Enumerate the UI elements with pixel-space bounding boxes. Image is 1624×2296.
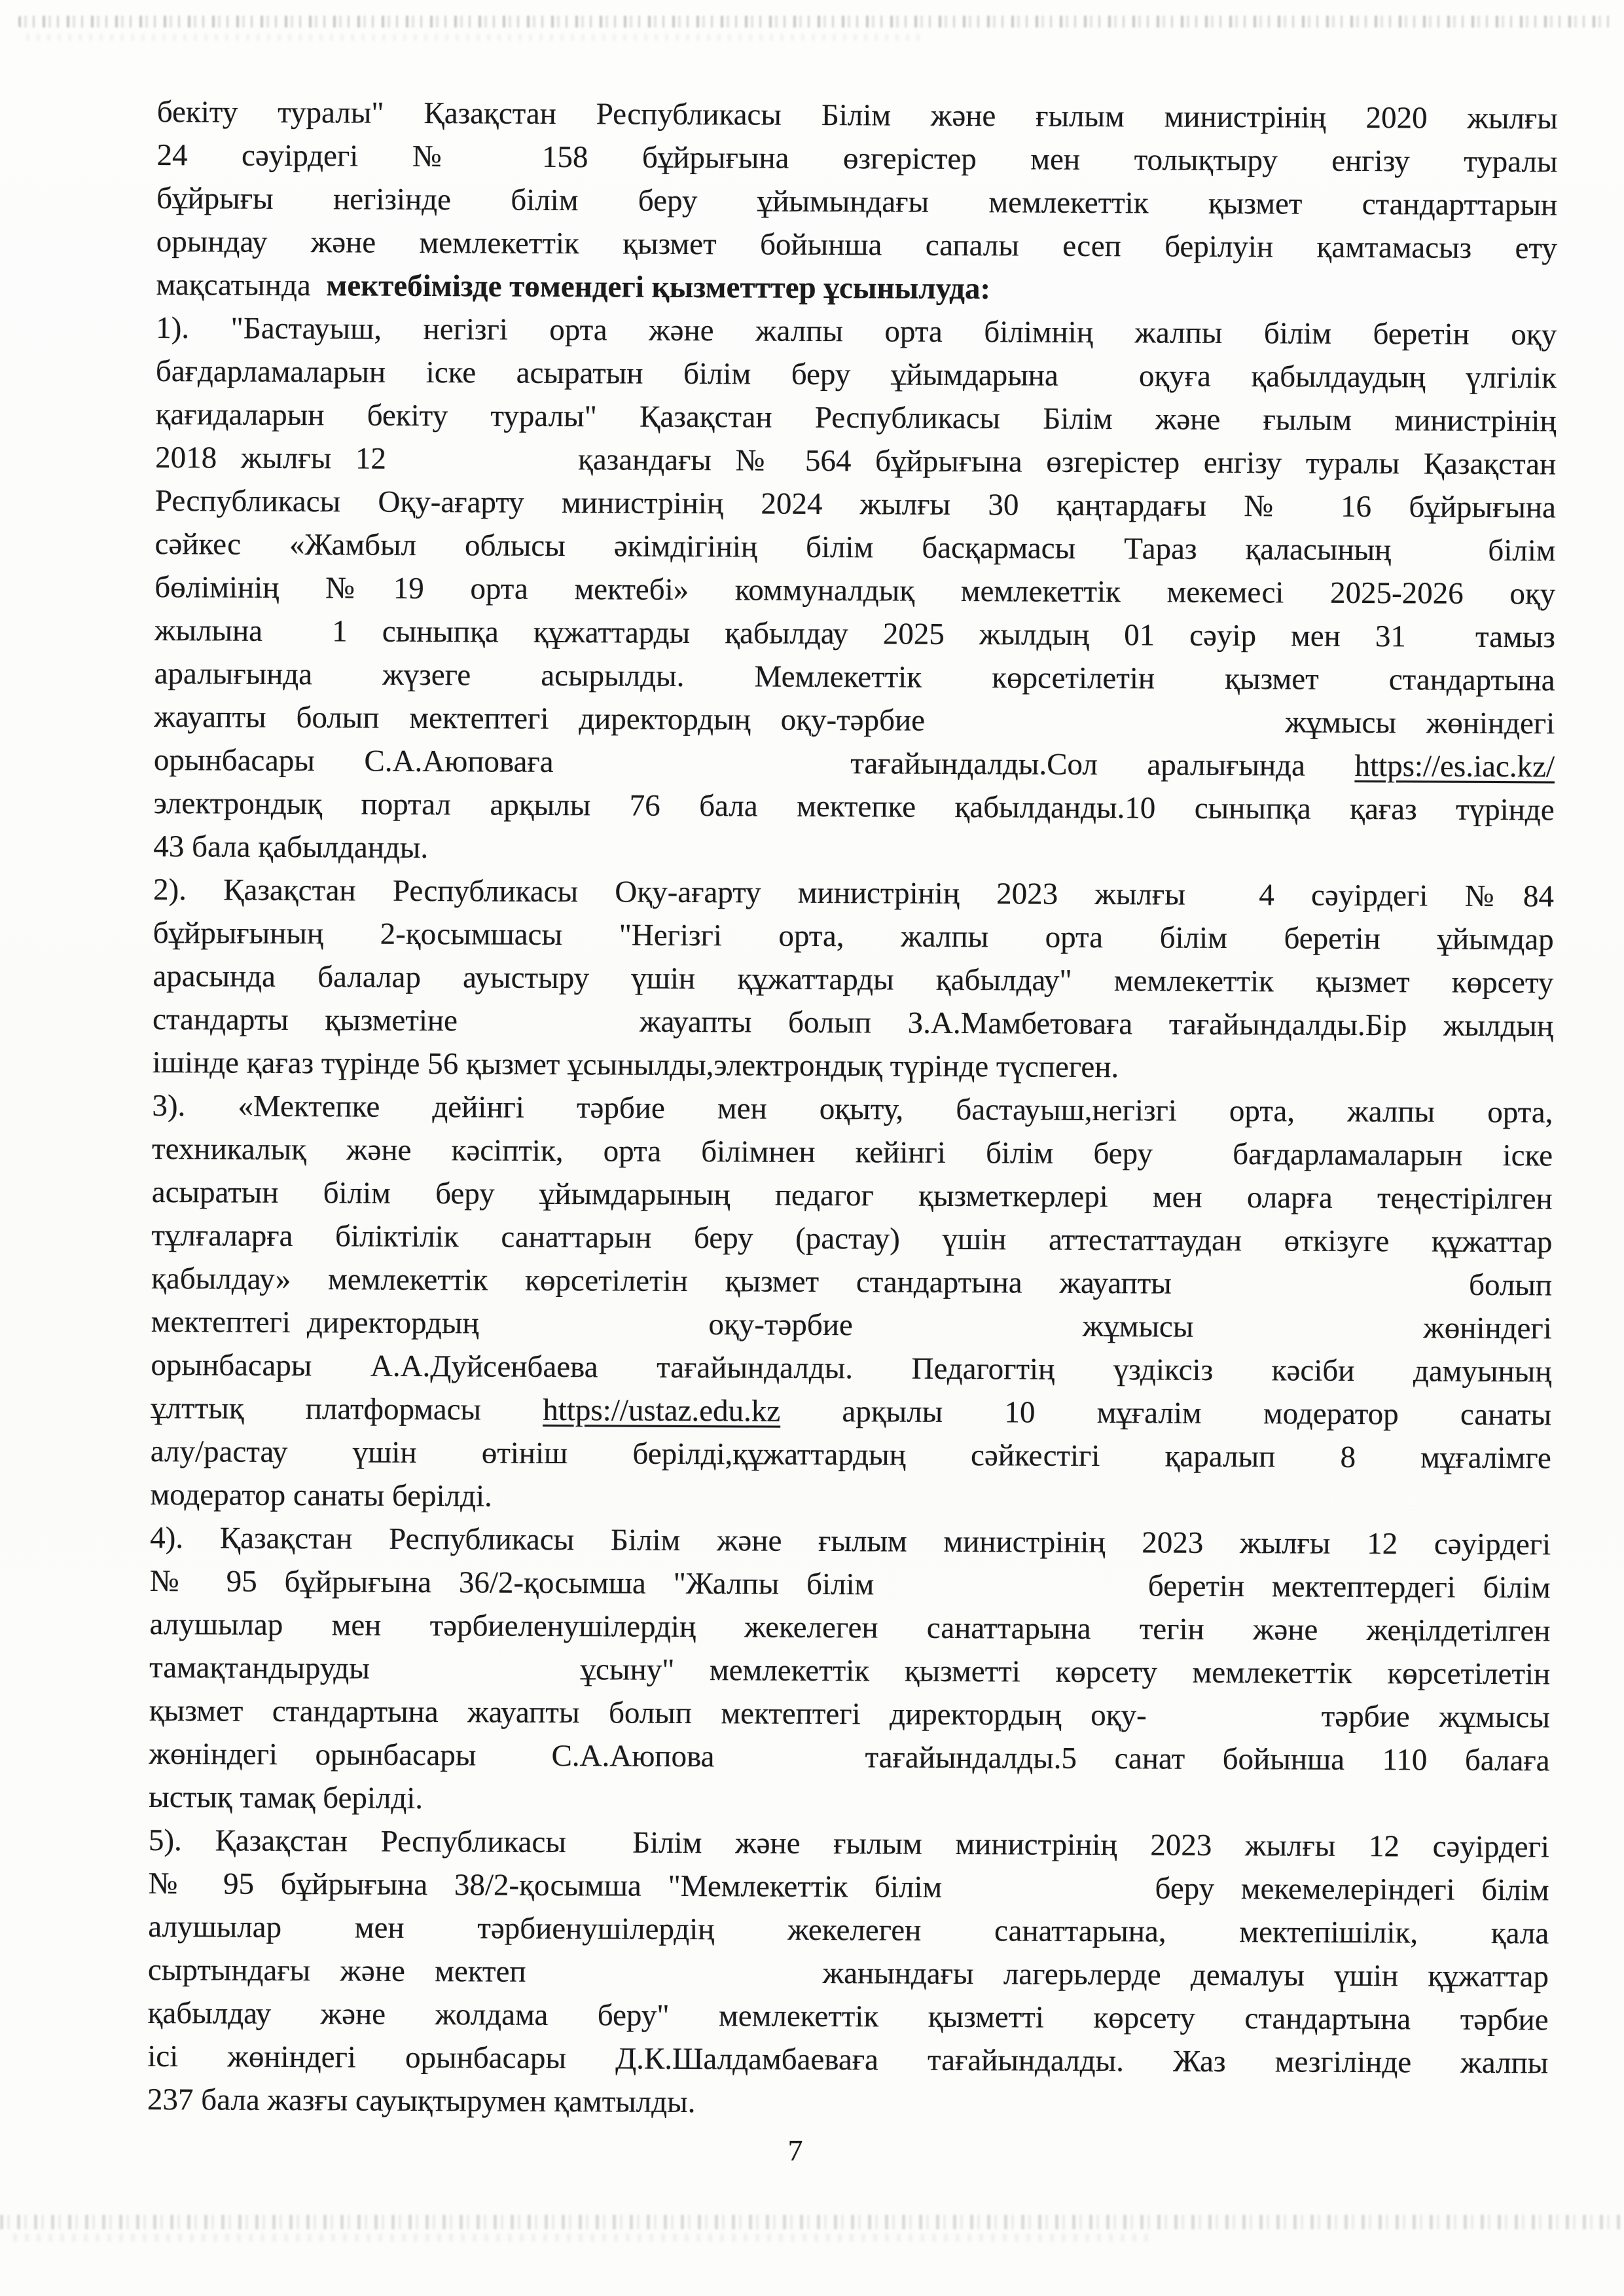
text-segment: бөлімінің №19 орта мектебі» коммуналдық мемлекеттік мекемесі 2025-2026 оқу xyxy=(154,570,1556,611)
text-segment: бекіту туралы" Қазақстан Республикасы Білім және ғылым министрінің 2020 жылғы xyxy=(156,94,1558,136)
text-line xyxy=(153,868,1554,918)
text-line xyxy=(151,1387,1551,1436)
text-line xyxy=(154,522,1555,572)
text-line xyxy=(150,1473,1551,1523)
text-segment: орынбасары С.А.Аюповаға тағайындалды.Сол аралығында xyxy=(153,742,1355,783)
text-segment: 1). "Бастауыш, негізгі орта және жалпы орта білімнің жалпы білім беретін оқу xyxy=(156,310,1557,352)
text-segment: тұлғаларға біліктілік санаттарын беру (растау) үшін аттестаттаудан өткізуге құжаттар xyxy=(151,1218,1553,1260)
text-segment: қағидаларын бекіту туралы" Қазақстан Республикасы Білім және ғылым министрінің xyxy=(155,397,1557,439)
text-segment: қабылдау және жолдама беру" мемлекеттік қызметті көрсету стандартына тәрбие xyxy=(147,1995,1549,2037)
text-segment: 2018 жылғы 12 қазандағы № 564 бұйрығына өзгерістер енгізу туралы Қазақстан xyxy=(155,440,1557,482)
text-segment: алушылар мен тәрбиенушілердің жекелеген санаттарына, мектепішілік, қала xyxy=(148,1909,1549,1951)
text-line xyxy=(148,1862,1549,1912)
text-segment: орынбасары А.А.Дуйсенбаева тағайындалды. Педагогтің үздіксіз кәсіби дамуының xyxy=(151,1347,1552,1389)
text-line xyxy=(156,306,1557,356)
text-line xyxy=(153,825,1554,875)
text-line xyxy=(149,1819,1549,1868)
text-segment: мақсатында xyxy=(156,267,327,303)
text-line xyxy=(151,1343,1551,1393)
text-line xyxy=(148,1948,1549,1998)
text-segment: арасында балалар ауыстыру үшін құжаттарды қабылдау" мемлекеттік қызмет көрсету xyxy=(153,958,1554,1000)
text-line xyxy=(153,1041,1553,1091)
text-line xyxy=(149,1689,1550,1739)
text-line xyxy=(147,1992,1548,2041)
text-line xyxy=(153,911,1554,961)
text-line xyxy=(156,350,1557,399)
text-line xyxy=(153,955,1553,1004)
text-segment: электрондық портал арқылы 76 бала мектепке қабылданды.10 сыныпқа қағаз түрінде xyxy=(153,786,1555,828)
text-segment: бұйрығы негізінде білім беру ұйымындағы мемлекеттік қызмет стандарттарын xyxy=(156,181,1558,223)
text-line xyxy=(149,1603,1550,1652)
scan-noise-band-top-secondary xyxy=(26,34,920,41)
text-segment: бағдарламаларын іске асыратын білім беру ұйымдарына оқуға қабылдаудың үлгілік xyxy=(155,354,1557,395)
text-line xyxy=(156,220,1557,270)
text-segment: арқылы 10 мұғалім модератор санаты xyxy=(780,1394,1552,1432)
text-segment: қабылдау» мемлекеттік көрсетілетін қызмет стандартына жауапты болып xyxy=(151,1261,1553,1303)
scan-noise-band-bottom-secondary xyxy=(13,2234,1150,2242)
text-line xyxy=(150,1516,1551,1566)
text-segment: 24 сәуірдегі № 158 бұйрығына өзгерістер мен толықтыру енгізу туралы xyxy=(156,137,1558,179)
page-number: 7 xyxy=(787,2134,803,2167)
text-segment: орындау және мемлекеттік қызмет бойынша сапалы есеп берілуін қамтамасыз ету xyxy=(156,224,1557,266)
text-segment: ішінде қағаз түрінде 56 қызмет ұсынылды,электрондық түрінде түспеген. xyxy=(152,1045,1119,1085)
document-text-block xyxy=(147,90,1558,2128)
text-line xyxy=(147,2035,1548,2085)
text-line xyxy=(154,609,1555,659)
text-line xyxy=(154,695,1555,745)
text-line xyxy=(149,1646,1550,1696)
text-line xyxy=(157,90,1558,140)
text-line xyxy=(155,479,1556,529)
scan-noise-band-top xyxy=(18,16,1614,27)
text-segment: алу/растау үшін өтініш берілді,құжаттардың сәйкестігі қаралып 8 мұғалімге xyxy=(150,1434,1551,1476)
text-line xyxy=(154,738,1555,788)
text-segment: жөніндегі орынбасары С.А.Аюпова тағайындалды.5 санат бойынша 110 балаға xyxy=(149,1736,1550,1778)
text-line xyxy=(152,1127,1553,1177)
text-segment: қызмет стандартына жауапты болып мектептегі директордың оқу- тәрбие жұмысы xyxy=(149,1693,1551,1735)
text-segment: 3). «Мектепке дейінгі тәрбие мен оқыту, бастауыш,негізгі орта, жалпы орта, xyxy=(152,1088,1553,1130)
text-segment: техникалық және кәсіптік, орта білімнен кейінгі білім беру бағдарламаларын іске xyxy=(151,1131,1553,1173)
text-line xyxy=(151,1257,1552,1307)
text-segment: сәйкес «Жамбыл облысы әкімдігінің білім басқармасы Тараз қаласының білім xyxy=(154,526,1556,568)
text-line xyxy=(150,1559,1551,1609)
url-text: https://ustaz.edu.kz xyxy=(543,1393,781,1429)
text-line xyxy=(155,436,1556,486)
text-line xyxy=(151,1430,1551,1480)
text-segment: жауапты болып мектептегі директордың оқу-тәрбие жұмысы жөніндегі xyxy=(154,699,1555,741)
text-line xyxy=(154,652,1555,702)
text-segment: модератор санаты берілді. xyxy=(150,1477,492,1514)
text-segment: 43 бала қабылданды. xyxy=(153,829,429,866)
text-segment: 4). Қазақстан Республикасы Білім және ғылым министрінің 2023 жылғы 12 сәуірдегі xyxy=(150,1520,1551,1562)
bold-text-segment: мектебімізде төмендегі қызметттер ұсынылуда: xyxy=(326,268,991,306)
text-line xyxy=(152,1084,1553,1134)
text-line xyxy=(147,2078,1548,2128)
text-segment: 2). Қазақстан Республикасы Оқу-ағарту министрінің 2023 жылғы 4 сәуірдегі №84 xyxy=(153,872,1555,914)
text-segment: сыртындағы және мектеп жанындағы лагерьлерде демалуы үшін құжаттар xyxy=(147,1952,1549,1994)
scan-noise-band-bottom xyxy=(0,2215,1624,2229)
text-segment: бұйрығының 2-қосымшасы "Негізгі орта, жалпы орта білім беретін ұйымдар xyxy=(153,915,1554,957)
text-line xyxy=(153,998,1553,1048)
text-segment: Республикасы Оқу-ағарту министрінің 2024 жылғы 30 қаңтардағы № 16 бұйрығына xyxy=(154,483,1557,525)
text-line xyxy=(149,1776,1549,1825)
text-segment: алушылар мен тәрбиеленушілердің жекелеген санаттарына тегін және жеңілдетілген xyxy=(149,1607,1551,1649)
text-line xyxy=(154,782,1555,831)
text-segment: тамақтандыруды ұсыну" мемлекеттік қызметті көрсету мемлекеттік көрсетілетін xyxy=(149,1650,1551,1692)
text-segment: № 95 бұйрығына 38/2-қосымша "Мемлекеттік білім беру мекемелеріндегі білім xyxy=(148,1866,1549,1908)
text-line xyxy=(155,393,1556,443)
text-segment: ісі жөніндегі орынбасары Д.К.Шалдамбаеваға тағайындалды. Жаз мезгілінде жалпы xyxy=(147,2039,1549,2081)
text-line xyxy=(156,134,1557,183)
text-line xyxy=(149,1732,1549,1782)
text-line xyxy=(156,177,1557,227)
text-segment: асыратын білім беру ұйымдарының педагог қызметкерлері мен оларға теңестірілген xyxy=(151,1175,1553,1216)
text-line xyxy=(151,1300,1552,1350)
text-line xyxy=(148,1905,1549,1955)
text-line xyxy=(154,566,1555,615)
text-segment: мектептегі директордың оқу-тәрбие жұмысы жөніндегі xyxy=(151,1304,1552,1346)
text-segment: 5). Қазақстан Республикасы Білім және ғылым министрінің 2023 жылғы 12 сәуірдегі xyxy=(148,1823,1550,1865)
text-line xyxy=(156,263,1557,313)
text-segment: стандарты қызметіне жауапты болып З.А.Мамбетоваға тағайындалды.Бір жылдың xyxy=(152,1002,1554,1044)
text-segment: ыстық тамақ берілді. xyxy=(149,1779,424,1816)
text-segment: 237 бала жазғы сауықтырумен қамтылды. xyxy=(147,2082,696,2120)
url-text: https://es.iac.kz/ xyxy=(1354,748,1555,784)
text-segment: жылына 1 сыныпқа құжаттарды қабылдау 2025 жылдың 01 сәуір мен 31 тамыз xyxy=(154,613,1556,655)
text-segment: ұлттық платформасы xyxy=(151,1391,543,1427)
text-line xyxy=(151,1214,1552,1264)
text-segment: аралығында жүзеге асырылды. Мемлекеттік көрсетілетін қызмет стандартына xyxy=(154,656,1555,698)
text-line xyxy=(152,1171,1553,1220)
text-segment: № 95 бұйрығына 36/2-қосымша "Жалпы білім беретін мектептердегі білім xyxy=(149,1563,1551,1605)
